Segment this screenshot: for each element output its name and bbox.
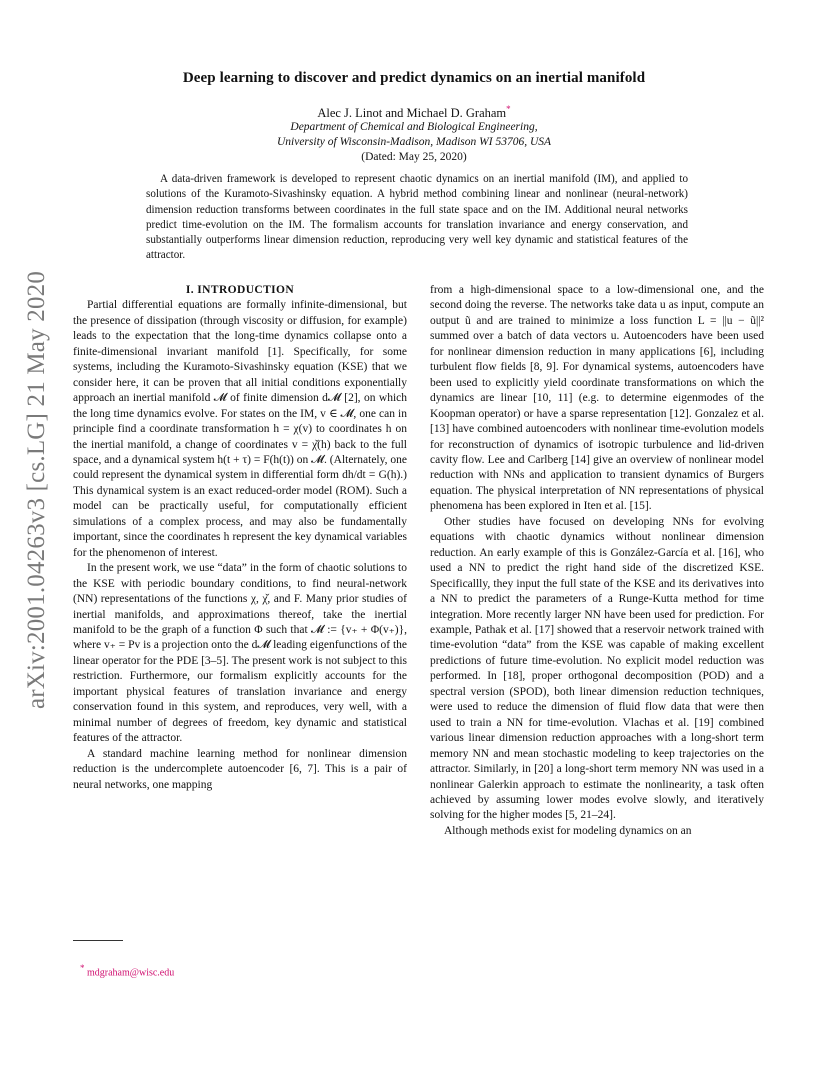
left-column (73, 283, 407, 793)
affiliation-department: Department of Chemical and Biological Engineering, (290, 121, 538, 133)
right-column (430, 283, 764, 839)
author-email-link[interactable]: mdgraham@wisc.edu (87, 967, 175, 979)
footnote (80, 963, 174, 978)
arxiv-identifier-stamp (8, 270, 66, 710)
footnote-mark: * (80, 963, 85, 973)
author-footnote-link[interactable]: * (506, 104, 511, 114)
section-heading-introduction: I. INTRODUCTION (185, 284, 295, 296)
arxiv-identifier-text: arXiv:2001.04263v3 [cs.LG] 21 May 2020 (23, 270, 50, 710)
paragraph: Although methods exist for modeling dynamics on an (444, 824, 692, 837)
paragraph: A standard machine learning method for nonlinear dimension reduction is the undercomplete autoencoder [6, 7]. This is a pair of neural networks, one mapping (73, 747, 407, 791)
paper-title: Deep learning to discover and predict dynamics on an inertial manifold (182, 70, 646, 86)
abstract: A data-driven framework is developed to represent chaotic dynamics on an inertial manifold (IM), and applied to solutions of the Kuramoto-Sivashinsky equation. A hybrid method combining linear and nonlinear (neural-network) dimension reduction transforms between coordinates in the full state space and on the IM. Additional neural networks predict time-evolution on the IM. The formalism accounts for translation invariance and energy conservation, and substantially outperforms linear dimension reduction, reproducing very well key dynamic and statistical features of the attractor. (146, 173, 688, 262)
author-names: Alec J. Linot and Michael D. Graham (317, 106, 507, 121)
paragraph: Other studies have focused on developing NNs for evolving equations with chaotic dynamics without nonlinear dimension reduction. An early example of this is González-García et al. [16], who used a NN to predict the right hand side of the discretized KSE. Specificallly, they input the full state of the KSE and its derivatives into a NN to predict the parameters of a Runge-Kutta method for time integration. More recently larger NN have been used for prediction. For example, Pathak et al. [17] showed that a reservoir network trained with time-evolution “data” from the KSE was capable of making excellent predictions of future time-evolution. No explicit model reduction was performed. In [18], proper orthogonal decomposition (POD) and a spectral version (SPOD), both linear dimension reduction techniques, were used to reduce the dimension of fluid flow data that were then used to train a NN for time-evolution. Vlachas et al. [19] combined various linear dimension reduction approaches with a long-short term memory NN and mean stochastic modeling to keep trajectories on the attractor. Similarly, in [20] a long-short term memory NN was used in a nonlinear Galerkin approach to estimate the nonlinearity, a task often achieved by assuming lower modes evolve slowly, and iteratively solving for the higher modes [5, 21–24]. (430, 515, 764, 822)
paragraph: In the present work, we use “data” in the form of chaotic solutions to the KSE with periodic boundary conditions, to find neural-network (NN) representations of the functions χ, χ̌, and F. Many prior studies of inertial manifolds, and approximations thereof, take the inertial manifold to be the graph of a function Φ such that 𝓜 := {v₊ + Φ(v₊)}, where v₊ = Pv is a projection onto the d𝓜 leading eigenfunctions of the linear operator for the PDE [3–5]. The present work is not subject to this restriction. Furthermore, our formalism explicitly accounts for the important physical features of translation invariance and energy conservation found in this system, and reproduces, very well, with a minimal number of degrees of freedom, key dynamic and statistical features of the attractor. (73, 562, 407, 745)
paragraph: Partial differential equations are formally infinite-dimensional, but the presence of dissipation (through viscosity or diffusion, for example) leads to the expectation that the long-time dynamics collapse onto a finite-dimensional invariant manifold [1]. Specifically, for some systems, including the Kuramoto-Sivashinsky equation (KSE) that we consider here, it can be proven that all initial conditions exponentially approach an inertial manifold 𝓜 of finite dimension d𝓜 [2], on which the long time dynamics evolve. For states on the IM, v ∈ 𝓜, one can in principle find a coordinate transformation h = χ(v) to coordinates h on the inertial manifold, a change of coordinates v = χ̌(h) back to the full space, and a dynamical system h(t + τ) = F(h(t)) on 𝓜. (Alternately, one could represent the dynamical system in differential form dh/dt = G(h).) This dynamical system is an exact reduced-order model (ROM). Such a model can be practically useful, for computationally efficient simulations of a complex process, and may also be fundamentally important, since the coordinates h represent the key dynamical variables for the phenomenon of interest. (73, 299, 407, 559)
footnote-divider (73, 940, 123, 941)
author-line (60, 104, 768, 121)
affiliation-university: University of Wisconsin-Madison, Madison WI 53706, USA (276, 136, 552, 148)
paragraph: from a high-dimensional space to a low-dimensional one, and the second doing the reverse. The networks take data u as input, compute an output ũ and are trained to minimize a loss function L = ||u − ũ||² summed over a batch of data vectors u. Autoencoders have been used for nonlinear dimension reduction in many applications [6], including turbulent flow fields [8, 9]. For dynamical systems, autoencoders have been used to explicitly yield coordinate transformations on which the dynamics are linear [10, 11] (e.g. to determine eigenmodes of the Koopman operator) or have a sparse representation [12]. Gonzalez et al. [13] have combined autoencoders with nonlinear time-evolution models for reconstruction of dynamics of isotropic turbulence and lid-driven cavity flow. Lee and Carlberg [14] give an overview of nonlinear model reduction with NNs and application to transient dynamics of Burgers equation. The physical interpretation of NN representations of physical phenomena has been explored in Iten et al. [15]. (430, 284, 764, 513)
date-line: (Dated: May 25, 2020) (361, 151, 467, 163)
